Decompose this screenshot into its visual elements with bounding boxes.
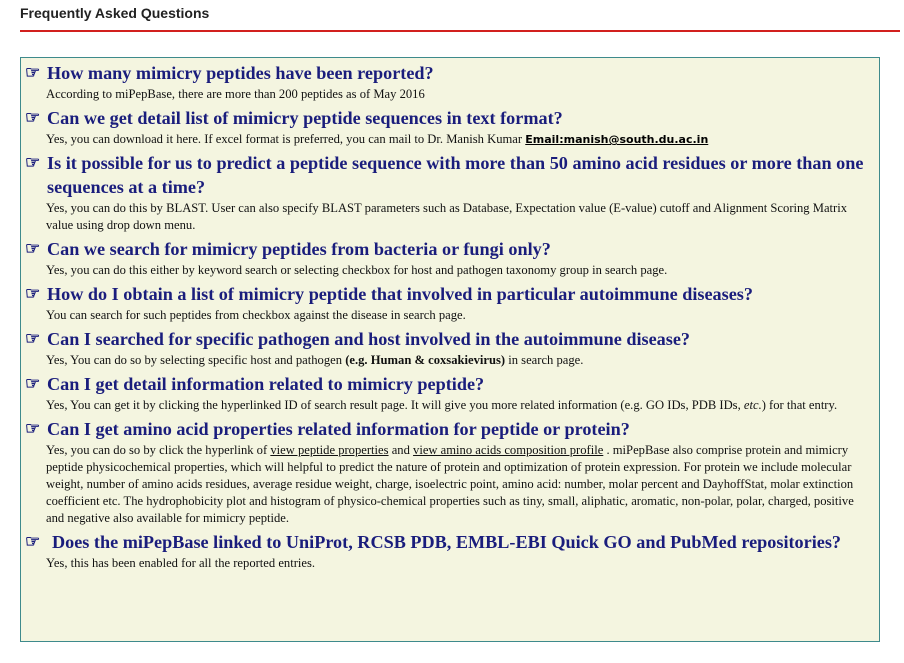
pointing-hand-icon: ☞ [25, 63, 41, 82]
faq-answer-example: (e.g. Human & coxsakievirus) [345, 353, 506, 367]
faq-question [25, 417, 875, 441]
faq-answer-text: Yes, You can get it by clicking the hyperlinked ID of search result page. It will give you more related information (e.g. GO IDs, PDB IDs, [46, 398, 741, 412]
faq-item [25, 237, 875, 279]
faq-question [25, 282, 875, 306]
faq-question-text: How many mimicry peptides have been reported? [47, 63, 434, 83]
faq-question [25, 151, 875, 199]
faq-answer: Yes, you can do this by BLAST. User can also specify BLAST parameters such as Database, Expectation value (E-value) cutoff and Alignment Scoring Matrix value using drop down menu. [46, 201, 848, 232]
faq-answer-text: and [391, 443, 410, 457]
pointing-hand-icon: ☞ [25, 284, 41, 303]
faq-item [25, 61, 875, 103]
faq-question-text: Is it possible for us to predict a peptide sequence with more than 50 amino acid residues or more than one sequences at a time? [47, 153, 864, 197]
faq-item [25, 106, 875, 148]
faq-answer-text: ) for that entry. [761, 398, 838, 412]
faq-answer [25, 131, 875, 148]
faq-question-text: Can we get detail list of mimicry peptide sequences in text format? [47, 108, 563, 128]
title-divider [20, 30, 900, 32]
faq-answer-etc: etc. [743, 398, 762, 412]
pointing-hand-icon: ☞ [25, 153, 41, 172]
page-title: Frequently Asked Questions [20, 5, 210, 21]
faq-question-text: Does the miPepBase linked to UniProt, RCSB PDB, EMBL-EBI Quick GO and PubMed repositories? [52, 532, 842, 552]
faq-item [25, 372, 875, 414]
faq-answer [25, 352, 875, 369]
pointing-hand-icon: ☞ [25, 108, 41, 127]
pointing-hand-icon: ☞ [25, 419, 41, 438]
faq-item [25, 151, 875, 234]
faq-question-text: Can I get amino acid properties related information for peptide or protein? [47, 419, 630, 439]
faq-item [25, 282, 875, 324]
view-peptide-properties-link[interactable]: view peptide properties [270, 443, 389, 457]
faq-answer-text: Yes, you can download it here. If excel format is preferred, you can mail to Dr. Manish Kumar [46, 132, 523, 146]
faq-question [25, 237, 875, 261]
faq-question-text: Can I get detail information related to mimicry peptide? [47, 374, 485, 394]
faq-answer: According to miPepBase, there are more than 200 peptides as of May 2016 [46, 87, 425, 101]
faq-item [25, 530, 875, 572]
faq-item [25, 327, 875, 369]
faq-answer-text: in search page. [508, 353, 584, 367]
faq-answer [25, 442, 875, 527]
faq-question [25, 327, 875, 351]
faq-answer [25, 397, 875, 414]
pointing-hand-icon: ☞ [25, 239, 41, 258]
faq-question-text: Can we search for mimicry peptides from bacteria or fungi only? [47, 239, 551, 259]
faq-question [25, 106, 875, 130]
faq-question-text: How do I obtain a list of mimicry peptide that involved in particular autoimmune diseases? [47, 284, 753, 304]
faq-question-text: Can I searched for specific pathogen and host involved in the autoimmune disease? [47, 329, 691, 349]
pointing-hand-icon: ☞ [25, 374, 41, 393]
faq-answer-text: Yes, You can do so by selecting specific host and pathogen [46, 353, 343, 367]
faq-answer: Yes, you can do this either by keyword search or selecting checkbox for host and pathogen taxonomy group in search page. [46, 263, 668, 277]
faq-question [25, 61, 875, 85]
email-link[interactable]: Email:manish@south.du.ac.in [525, 133, 709, 146]
pointing-hand-icon: ☞ [25, 532, 41, 551]
faq-answer: Yes, this has been enabled for all the reported entries. [46, 556, 316, 570]
faq-answer-text: Yes, you can do so by click the hyperlink of [46, 443, 268, 457]
faq-panel [20, 57, 880, 642]
view-amino-acids-composition-link[interactable]: view amino acids composition profile [413, 443, 604, 457]
faq-question [25, 372, 875, 396]
pointing-hand-icon: ☞ [25, 329, 41, 348]
faq-answer: You can search for such peptides from checkbox against the disease in search page. [46, 308, 466, 322]
faq-answer-text: . miPepBase also comprise protein and mimicry peptide physicochemical properties, which will helpful to predict the nature of protein and optimization of protein expression. For protein we include molecular weight, number of amino acids residues, average residue weight, charge, isoelectric point, amino acid: number, molar percent and DayhoffStat, molar extinction coefficient etc. The hydrophobicity plot and histogram of physico-chemical properties such as tiny, small, aliphatic, aromatic, non-polar, polar, charged, positive and negative also available for mimicry peptide. [46, 443, 854, 525]
faq-item [25, 417, 875, 527]
faq-question [25, 530, 875, 554]
